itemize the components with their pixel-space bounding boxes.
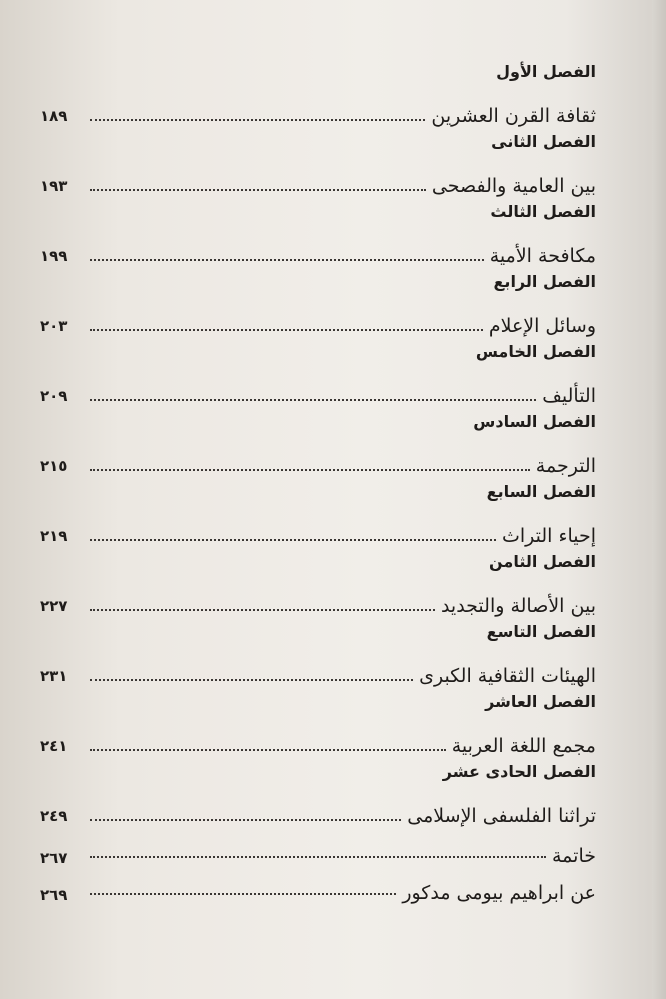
entry-title: مجمع اللغة العربية xyxy=(451,735,596,757)
entry-title: الهيئات الثقافية الكبرى xyxy=(419,665,596,687)
toc-chapter xyxy=(40,130,600,200)
page-number: ١٩٩ xyxy=(40,247,68,265)
toc-entry xyxy=(40,84,600,130)
dot-leader xyxy=(90,189,426,191)
toc-chapter xyxy=(40,270,600,340)
dot-leader xyxy=(90,856,546,858)
toc-entry xyxy=(40,434,600,480)
toc-entry xyxy=(40,224,600,270)
dot-leader xyxy=(90,259,484,261)
entry-title: وسائل الإعلام xyxy=(488,315,596,337)
chapter-heading: الفصل الخامس xyxy=(475,342,596,361)
dot-leader xyxy=(90,399,536,401)
toc-entry xyxy=(40,364,600,410)
toc-chapter xyxy=(40,690,600,760)
toc-entry-about-author xyxy=(40,867,600,904)
toc-entry xyxy=(40,714,600,760)
dot-leader xyxy=(90,749,446,751)
chapter-heading: الفصل الرابع xyxy=(493,272,596,291)
toc-entry xyxy=(40,784,600,830)
page-edge xyxy=(652,0,666,999)
dot-leader xyxy=(90,893,396,895)
chapter-heading: الفصل الحادى عشر xyxy=(442,762,596,781)
toc-entry xyxy=(40,504,600,550)
toc-entry xyxy=(40,644,600,690)
chapter-heading: الفصل الأول xyxy=(496,62,596,81)
toc-chapter xyxy=(40,340,600,410)
page-number: ٢٤٩ xyxy=(40,807,68,825)
table-of-contents xyxy=(40,60,600,904)
chapter-heading: الفصل العاشر xyxy=(485,692,596,711)
toc-entry xyxy=(40,574,600,620)
toc-chapter xyxy=(40,480,600,550)
page-number: ٢٦٧ xyxy=(40,849,68,867)
page-number: ٢٣١ xyxy=(40,667,68,685)
toc-chapter xyxy=(40,620,600,690)
page-number: ١٨٩ xyxy=(40,107,68,125)
dot-leader xyxy=(90,469,530,471)
dot-leader xyxy=(90,329,483,331)
dot-leader xyxy=(90,609,435,611)
entry-title: خاتمة xyxy=(552,845,596,867)
chapter-heading: الفصل السابع xyxy=(486,482,596,501)
page-number: ٢٤١ xyxy=(40,737,68,755)
chapter-heading: الفصل التاسع xyxy=(486,622,596,641)
entry-title: إحياء التراث xyxy=(502,525,596,547)
entry-title: الترجمة xyxy=(535,455,596,477)
dot-leader xyxy=(90,119,425,121)
dot-leader xyxy=(90,819,401,821)
toc-entry-conclusion xyxy=(40,830,600,867)
toc-chapter xyxy=(40,410,600,480)
entry-title: عن ابراهيم بيومى مدكور xyxy=(402,882,596,904)
toc-chapter xyxy=(40,550,600,620)
dot-leader xyxy=(90,539,496,541)
toc-entry xyxy=(40,154,600,200)
chapter-heading: الفصل السادس xyxy=(473,412,596,431)
chapter-heading: الفصل الثامن xyxy=(489,552,596,571)
page-number: ٢٠٩ xyxy=(40,387,68,405)
page-number: ٢٦٩ xyxy=(40,886,68,904)
entry-title: ثقافة القرن العشرين xyxy=(431,105,596,127)
toc-chapter xyxy=(40,60,600,130)
chapter-heading: الفصل الثانى xyxy=(491,132,596,151)
toc-chapter xyxy=(40,200,600,270)
page-number: ٢١٩ xyxy=(40,527,68,545)
toc-chapter xyxy=(40,760,600,830)
page-number: ٢١٥ xyxy=(40,457,68,475)
page-number: ٢٢٧ xyxy=(40,597,68,615)
page-number: ٢٠٣ xyxy=(40,317,68,335)
entry-title: مكافحة الأمية xyxy=(489,245,596,267)
chapter-heading: الفصل الثالث xyxy=(490,202,596,221)
entry-title: بين الأصالة والتجديد xyxy=(440,595,596,617)
toc-entry xyxy=(40,294,600,340)
entry-title: بين العامية والفصحى xyxy=(431,175,596,197)
entry-title: تراثنا الفلسفى الإسلامى xyxy=(407,805,596,827)
entry-title: التأليف xyxy=(542,385,596,407)
dot-leader xyxy=(90,679,413,681)
page-number: ١٩٣ xyxy=(40,177,68,195)
